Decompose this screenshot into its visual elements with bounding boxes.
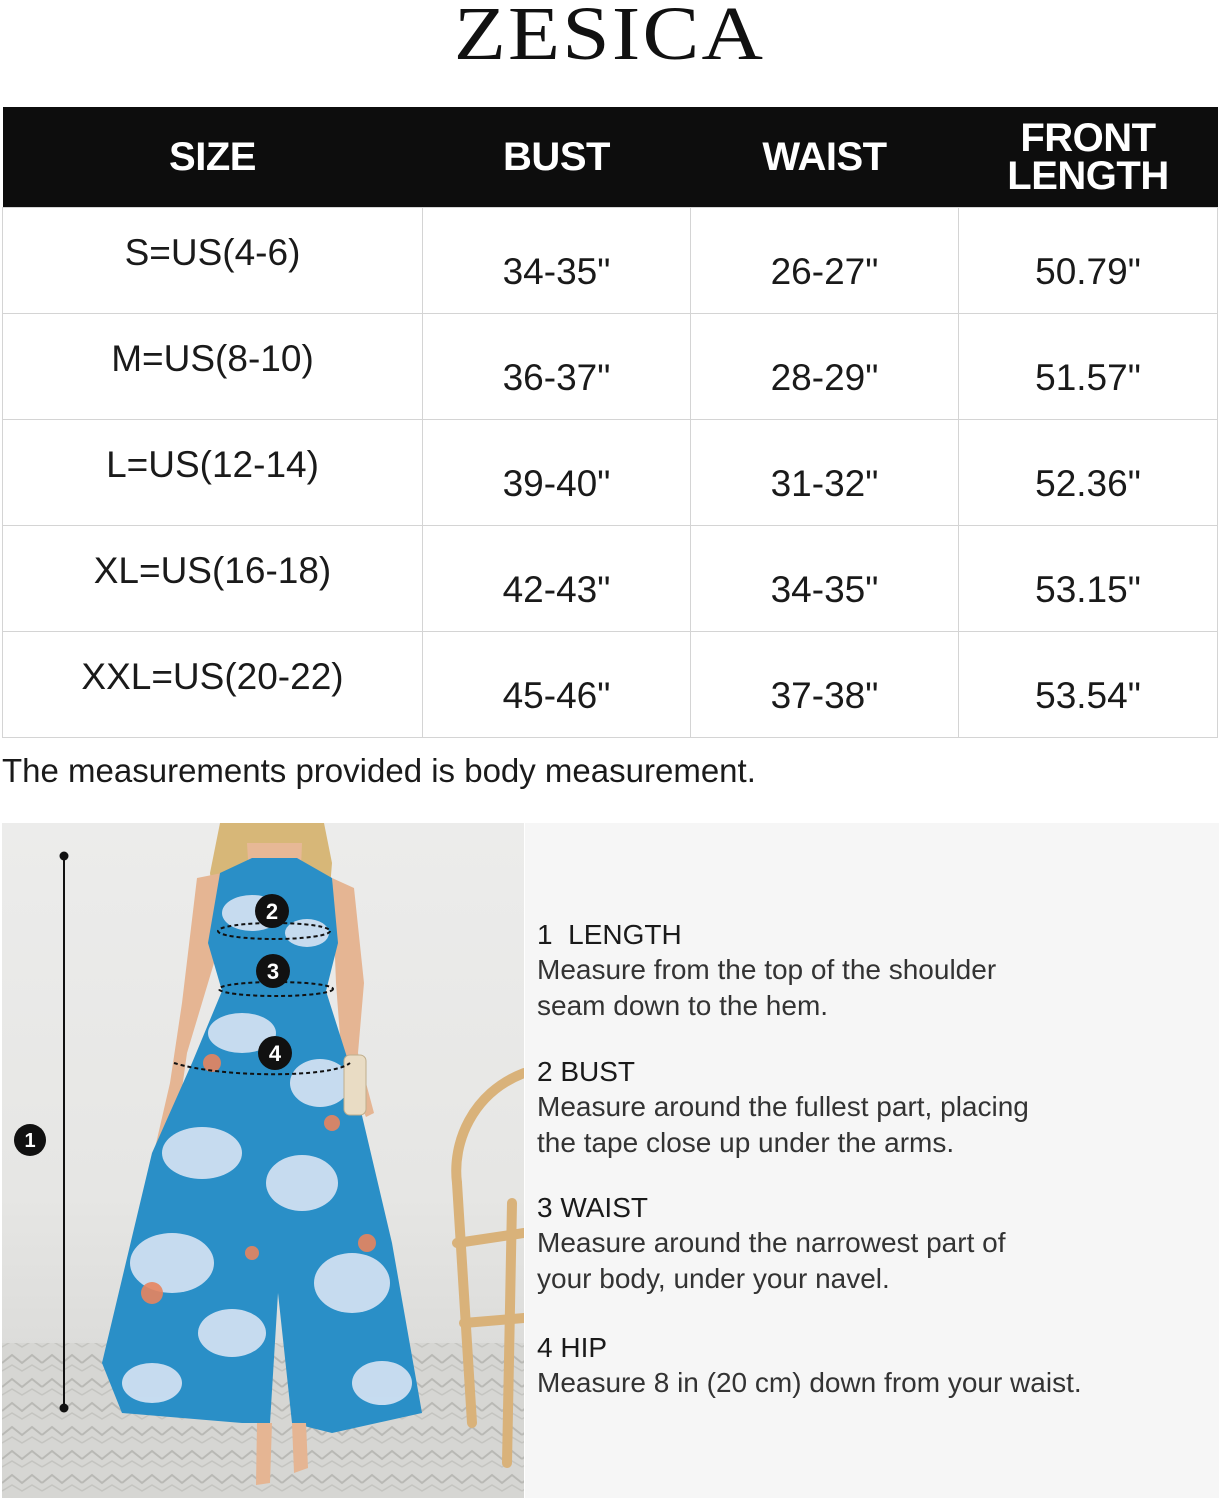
bust-cell: 36-37" (423, 314, 691, 420)
table-row (3, 420, 1218, 526)
header-size: SIZE (3, 107, 423, 208)
bust-cell: 39-40" (423, 420, 691, 526)
marker-3 (256, 954, 290, 988)
size-cell: S=US(4-6) (3, 208, 423, 314)
size-cell: L=US(12-14) (3, 420, 423, 526)
guide-desc: Measure around the narrowest part of your body, under your navel. (537, 1227, 1006, 1294)
front-length-cell: 51.57" (959, 314, 1218, 420)
table-row (3, 526, 1218, 632)
waist-cell: 34-35" (691, 526, 959, 632)
measurement-note: The measurements provided is body measurement. (2, 752, 756, 789)
legs (256, 1423, 272, 1485)
waist-cell: 37-38" (691, 632, 959, 738)
guide-title: 1 LENGTH (537, 919, 682, 950)
guide-bust (537, 1055, 1029, 1161)
marker-2 (255, 894, 289, 928)
guide-desc: Measure 8 in (20 cm) down from your waist. (537, 1367, 1082, 1398)
guide-desc: Measure around the fullest part, placing the tape close up under the arms. (537, 1091, 1029, 1158)
front-length-cell: 53.54" (959, 632, 1218, 738)
marker-3-label: 3 (266, 959, 280, 984)
guide-desc: Measure from the top of the shoulder seam down to the hem. (537, 954, 997, 1021)
bust-cell: 42-43" (423, 526, 691, 632)
marker-4 (258, 1036, 292, 1070)
waist-cell: 28-29" (691, 314, 959, 420)
guide-title: 2 BUST (537, 1056, 636, 1087)
table-row (3, 208, 1218, 314)
size-cell: XL=US(16-18) (3, 526, 423, 632)
header-front-length: FRONT LENGTH (959, 107, 1218, 208)
measurement-guide (525, 823, 1219, 1498)
header-waist: WAIST (691, 107, 959, 208)
model-illustration (2, 823, 524, 1498)
marker-1-label: 1 (24, 1130, 36, 1152)
guide-length (537, 918, 996, 1024)
table-row (3, 632, 1218, 738)
waist-cell: 31-32" (691, 420, 959, 526)
guide-waist (537, 1191, 1005, 1297)
bust-cell: 34-35" (423, 208, 691, 314)
guide-title: 3 WAIST (537, 1192, 648, 1223)
guide-hip (537, 1331, 1082, 1401)
bust-cell: 45-46" (423, 632, 691, 738)
front-length-cell: 53.15" (959, 526, 1218, 632)
size-cell: M=US(8-10) (3, 314, 423, 420)
front-length-cell: 50.79" (959, 208, 1218, 314)
marker-1 (14, 1124, 46, 1156)
marker-4-label: 4 (268, 1041, 282, 1066)
table-header-row (3, 107, 1218, 208)
header-bust: BUST (423, 107, 691, 208)
table-row (3, 314, 1218, 420)
waist-cell: 26-27" (691, 208, 959, 314)
model-photo (2, 823, 524, 1498)
front-length-cell: 52.36" (959, 420, 1218, 526)
marker-2-label: 2 (265, 899, 279, 924)
brand-logo: ZESICA (453, 0, 766, 76)
size-chart-table (2, 107, 1218, 738)
guide-title: 4 HIP (537, 1332, 608, 1363)
size-cell: XXL=US(20-22) (3, 632, 423, 738)
